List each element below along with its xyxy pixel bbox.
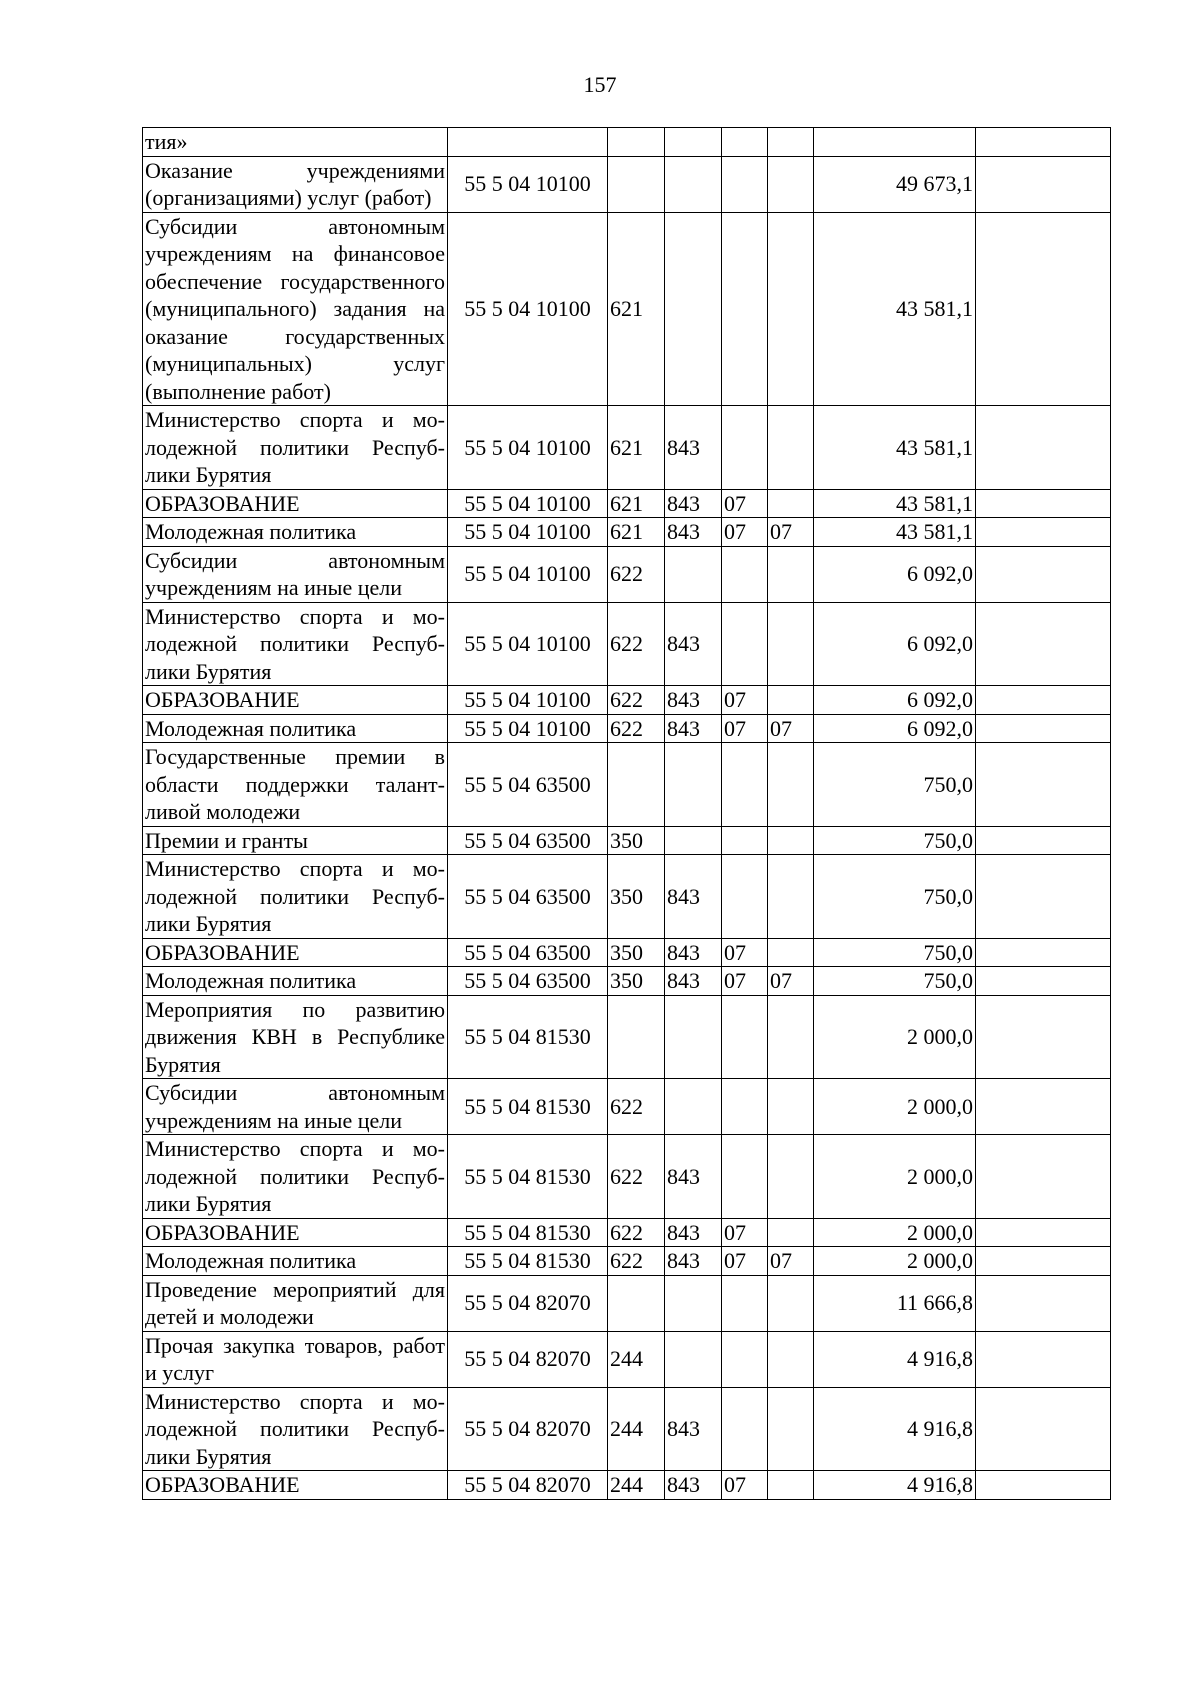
cell-target-code: 55 5 04 81530 bbox=[448, 1079, 608, 1135]
table-row bbox=[143, 1471, 1111, 1500]
cell-target-code: 55 5 04 10100 bbox=[448, 518, 608, 547]
cell-subsection bbox=[768, 1331, 814, 1387]
cell-ministry-code bbox=[665, 128, 722, 157]
cell-section: 07 bbox=[722, 938, 768, 967]
cell-expense-type: 621 bbox=[608, 406, 665, 490]
cell-target-code: 55 5 04 10100 bbox=[448, 212, 608, 406]
cell-name: ОБРАЗОВАНИЕ bbox=[143, 686, 448, 715]
cell-target-code: 55 5 04 63500 bbox=[448, 743, 608, 827]
cell-subsection bbox=[768, 1471, 814, 1500]
cell-ministry-code: 843 bbox=[665, 1471, 722, 1500]
cell-extra bbox=[976, 156, 1111, 212]
table-row bbox=[143, 743, 1111, 827]
cell-name: Молодежная политика bbox=[143, 518, 448, 547]
cell-amount: 43 581,1 bbox=[814, 212, 976, 406]
cell-amount: 43 581,1 bbox=[814, 489, 976, 518]
cell-target-code: 55 5 04 82070 bbox=[448, 1275, 608, 1331]
cell-name: Мероприятия по развитию движения КВН в Республике Бурятия bbox=[143, 995, 448, 1079]
cell-amount: 6 092,0 bbox=[814, 686, 976, 715]
cell-amount: 4 916,8 bbox=[814, 1387, 976, 1471]
cell-subsection: 07 bbox=[768, 518, 814, 547]
table-row bbox=[143, 489, 1111, 518]
cell-extra bbox=[976, 1387, 1111, 1471]
cell-name: Министерство спорта и молодежной политики Республики Бурятия bbox=[143, 406, 448, 490]
cell-target-code: 55 5 04 81530 bbox=[448, 1247, 608, 1276]
cell-name: Оказание учреждениями (организациями) услуг (работ) bbox=[143, 156, 448, 212]
cell-target-code: 55 5 04 81530 bbox=[448, 1218, 608, 1247]
cell-expense-type: 244 bbox=[608, 1331, 665, 1387]
cell-ministry-code: 843 bbox=[665, 938, 722, 967]
cell-target-code bbox=[448, 128, 608, 157]
cell-extra bbox=[976, 1247, 1111, 1276]
cell-subsection bbox=[768, 406, 814, 490]
cell-amount: 750,0 bbox=[814, 855, 976, 939]
cell-extra bbox=[976, 938, 1111, 967]
cell-amount: 43 581,1 bbox=[814, 406, 976, 490]
cell-target-code: 55 5 04 10100 bbox=[448, 686, 608, 715]
cell-target-code: 55 5 04 82070 bbox=[448, 1387, 608, 1471]
cell-amount: 2 000,0 bbox=[814, 995, 976, 1079]
cell-extra bbox=[976, 967, 1111, 996]
cell-ministry-code: 843 bbox=[665, 518, 722, 547]
cell-amount: 2 000,0 bbox=[814, 1218, 976, 1247]
cell-name: Молодежная политика bbox=[143, 1247, 448, 1276]
cell-subsection bbox=[768, 826, 814, 855]
cell-expense-type: 622 bbox=[608, 1135, 665, 1219]
cell-section bbox=[722, 212, 768, 406]
table-row bbox=[143, 1331, 1111, 1387]
cell-subsection bbox=[768, 1135, 814, 1219]
cell-ministry-code bbox=[665, 995, 722, 1079]
table-row bbox=[143, 855, 1111, 939]
cell-amount: 6 092,0 bbox=[814, 714, 976, 743]
cell-name: Государственные премии в области поддержки талантливой молодежи bbox=[143, 743, 448, 827]
table-row bbox=[143, 1247, 1111, 1276]
table-row bbox=[143, 518, 1111, 547]
cell-target-code: 55 5 04 82070 bbox=[448, 1471, 608, 1500]
cell-ministry-code bbox=[665, 826, 722, 855]
cell-extra bbox=[976, 743, 1111, 827]
cell-subsection bbox=[768, 1218, 814, 1247]
cell-expense-type: 622 bbox=[608, 602, 665, 686]
cell-extra bbox=[976, 1079, 1111, 1135]
cell-ministry-code bbox=[665, 1331, 722, 1387]
cell-target-code: 55 5 04 63500 bbox=[448, 826, 608, 855]
table-row bbox=[143, 1135, 1111, 1219]
cell-section: 07 bbox=[722, 1247, 768, 1276]
cell-extra bbox=[976, 855, 1111, 939]
cell-name: Молодежная политика bbox=[143, 967, 448, 996]
cell-expense-type: 622 bbox=[608, 1079, 665, 1135]
cell-ministry-code bbox=[665, 546, 722, 602]
cell-section bbox=[722, 1331, 768, 1387]
cell-target-code: 55 5 04 63500 bbox=[448, 967, 608, 996]
cell-target-code: 55 5 04 10100 bbox=[448, 546, 608, 602]
table-row bbox=[143, 128, 1111, 157]
cell-name: Субсидии автономным учреждениям на иные цели bbox=[143, 1079, 448, 1135]
table-row bbox=[143, 156, 1111, 212]
cell-section bbox=[722, 128, 768, 157]
cell-section: 07 bbox=[722, 518, 768, 547]
cell-ministry-code: 843 bbox=[665, 489, 722, 518]
cell-section bbox=[722, 1135, 768, 1219]
cell-extra bbox=[976, 826, 1111, 855]
cell-target-code: 55 5 04 81530 bbox=[448, 995, 608, 1079]
cell-expense-type: 622 bbox=[608, 686, 665, 715]
cell-expense-type: 621 bbox=[608, 518, 665, 547]
cell-target-code: 55 5 04 63500 bbox=[448, 855, 608, 939]
cell-name: ОБРАЗОВАНИЕ bbox=[143, 938, 448, 967]
cell-target-code: 55 5 04 10100 bbox=[448, 489, 608, 518]
cell-name: Министерство спорта и молодежной политики Республики Бурятия bbox=[143, 1387, 448, 1471]
cell-amount: 11 666,8 bbox=[814, 1275, 976, 1331]
cell-amount: 49 673,1 bbox=[814, 156, 976, 212]
cell-extra bbox=[976, 1135, 1111, 1219]
cell-name: ОБРАЗОВАНИЕ bbox=[143, 1218, 448, 1247]
cell-extra bbox=[976, 602, 1111, 686]
cell-expense-type: 622 bbox=[608, 546, 665, 602]
cell-subsection bbox=[768, 1387, 814, 1471]
table-row bbox=[143, 1079, 1111, 1135]
table-row bbox=[143, 602, 1111, 686]
cell-target-code: 55 5 04 82070 bbox=[448, 1331, 608, 1387]
table-row bbox=[143, 686, 1111, 715]
cell-subsection bbox=[768, 1275, 814, 1331]
cell-ministry-code: 843 bbox=[665, 1218, 722, 1247]
cell-section bbox=[722, 156, 768, 212]
cell-expense-type: 350 bbox=[608, 938, 665, 967]
table-row bbox=[143, 406, 1111, 490]
cell-subsection bbox=[768, 212, 814, 406]
cell-name: Министерство спорта и молодежной политики Республики Бурятия bbox=[143, 602, 448, 686]
table-row bbox=[143, 995, 1111, 1079]
cell-section bbox=[722, 855, 768, 939]
cell-section: 07 bbox=[722, 1218, 768, 1247]
cell-subsection: 07 bbox=[768, 714, 814, 743]
page-number: 157 bbox=[583, 72, 617, 97]
cell-section bbox=[722, 1387, 768, 1471]
cell-amount: 6 092,0 bbox=[814, 546, 976, 602]
cell-target-code: 55 5 04 10100 bbox=[448, 156, 608, 212]
cell-extra bbox=[976, 1471, 1111, 1500]
cell-extra bbox=[976, 406, 1111, 490]
cell-amount: 4 916,8 bbox=[814, 1471, 976, 1500]
cell-target-code: 55 5 04 10100 bbox=[448, 406, 608, 490]
cell-extra bbox=[976, 489, 1111, 518]
cell-section: 07 bbox=[722, 489, 768, 518]
cell-section bbox=[722, 743, 768, 827]
table-body bbox=[143, 128, 1111, 1500]
cell-amount: 43 581,1 bbox=[814, 518, 976, 547]
cell-section: 07 bbox=[722, 714, 768, 743]
table-row bbox=[143, 938, 1111, 967]
cell-expense-type: 350 bbox=[608, 826, 665, 855]
cell-amount: 2 000,0 bbox=[814, 1135, 976, 1219]
cell-target-code: 55 5 04 10100 bbox=[448, 602, 608, 686]
table-row bbox=[143, 212, 1111, 406]
cell-amount bbox=[814, 128, 976, 157]
cell-extra bbox=[976, 995, 1111, 1079]
cell-amount: 6 092,0 bbox=[814, 602, 976, 686]
cell-extra bbox=[976, 518, 1111, 547]
cell-expense-type: 244 bbox=[608, 1471, 665, 1500]
cell-extra bbox=[976, 1218, 1111, 1247]
cell-extra bbox=[976, 686, 1111, 715]
cell-extra bbox=[976, 212, 1111, 406]
cell-section bbox=[722, 602, 768, 686]
cell-section bbox=[722, 546, 768, 602]
cell-amount: 2 000,0 bbox=[814, 1247, 976, 1276]
cell-expense-type bbox=[608, 156, 665, 212]
cell-name: Проведение мероприятий для детей и молодежи bbox=[143, 1275, 448, 1331]
cell-section: 07 bbox=[722, 686, 768, 715]
table-row bbox=[143, 967, 1111, 996]
table-row bbox=[143, 546, 1111, 602]
cell-extra bbox=[976, 1331, 1111, 1387]
cell-section bbox=[722, 406, 768, 490]
table-row bbox=[143, 714, 1111, 743]
cell-expense-type bbox=[608, 743, 665, 827]
cell-expense-type: 350 bbox=[608, 967, 665, 996]
cell-ministry-code bbox=[665, 743, 722, 827]
table-row bbox=[143, 826, 1111, 855]
cell-subsection bbox=[768, 602, 814, 686]
cell-ministry-code: 843 bbox=[665, 1387, 722, 1471]
cell-ministry-code bbox=[665, 212, 722, 406]
cell-subsection bbox=[768, 156, 814, 212]
cell-ministry-code: 843 bbox=[665, 714, 722, 743]
cell-subsection: 07 bbox=[768, 967, 814, 996]
cell-name: Субсидии автономным учреждениям на иные цели bbox=[143, 546, 448, 602]
cell-subsection bbox=[768, 489, 814, 518]
cell-name: Молодежная политика bbox=[143, 714, 448, 743]
cell-subsection bbox=[768, 743, 814, 827]
cell-name: Прочая закупка товаров, работ и услуг bbox=[143, 1331, 448, 1387]
cell-section bbox=[722, 1079, 768, 1135]
cell-ministry-code bbox=[665, 1275, 722, 1331]
cell-ministry-code bbox=[665, 156, 722, 212]
cell-amount: 750,0 bbox=[814, 967, 976, 996]
cell-name: тия» bbox=[143, 128, 448, 157]
cell-subsection bbox=[768, 546, 814, 602]
cell-extra bbox=[976, 128, 1111, 157]
cell-subsection bbox=[768, 855, 814, 939]
cell-ministry-code: 843 bbox=[665, 967, 722, 996]
budget-table bbox=[142, 127, 1111, 1500]
cell-section: 07 bbox=[722, 967, 768, 996]
cell-expense-type: 621 bbox=[608, 489, 665, 518]
cell-amount: 2 000,0 bbox=[814, 1079, 976, 1135]
cell-name: Субсидии автономным учреждениям на финансовое обеспечение государственного (муниципального) задания на оказание государственных (муниципальных) услуг (выполнение работ) bbox=[143, 212, 448, 406]
cell-subsection bbox=[768, 995, 814, 1079]
cell-expense-type: 350 bbox=[608, 855, 665, 939]
table-row bbox=[143, 1218, 1111, 1247]
cell-section bbox=[722, 1275, 768, 1331]
cell-name: ОБРАЗОВАНИЕ bbox=[143, 1471, 448, 1500]
cell-target-code: 55 5 04 81530 bbox=[448, 1135, 608, 1219]
cell-ministry-code: 843 bbox=[665, 1135, 722, 1219]
cell-ministry-code: 843 bbox=[665, 855, 722, 939]
cell-amount: 750,0 bbox=[814, 826, 976, 855]
table-row bbox=[143, 1387, 1111, 1471]
cell-extra bbox=[976, 1275, 1111, 1331]
cell-subsection bbox=[768, 686, 814, 715]
cell-expense-type: 622 bbox=[608, 1247, 665, 1276]
table-row bbox=[143, 1275, 1111, 1331]
cell-amount: 750,0 bbox=[814, 938, 976, 967]
cell-target-code: 55 5 04 63500 bbox=[448, 938, 608, 967]
cell-expense-type: 621 bbox=[608, 212, 665, 406]
cell-name: Премии и гранты bbox=[143, 826, 448, 855]
cell-expense-type: 622 bbox=[608, 1218, 665, 1247]
cell-subsection bbox=[768, 1079, 814, 1135]
cell-extra bbox=[976, 714, 1111, 743]
cell-expense-type: 622 bbox=[608, 714, 665, 743]
cell-section: 07 bbox=[722, 1471, 768, 1500]
cell-subsection bbox=[768, 938, 814, 967]
cell-subsection bbox=[768, 128, 814, 157]
cell-ministry-code: 843 bbox=[665, 406, 722, 490]
cell-ministry-code: 843 bbox=[665, 686, 722, 715]
cell-expense-type bbox=[608, 995, 665, 1079]
cell-ministry-code: 843 bbox=[665, 1247, 722, 1276]
cell-amount: 4 916,8 bbox=[814, 1331, 976, 1387]
cell-section bbox=[722, 826, 768, 855]
cell-subsection: 07 bbox=[768, 1247, 814, 1276]
cell-expense-type bbox=[608, 128, 665, 157]
cell-extra bbox=[976, 546, 1111, 602]
cell-section bbox=[722, 995, 768, 1079]
cell-target-code: 55 5 04 10100 bbox=[448, 714, 608, 743]
cell-amount: 750,0 bbox=[814, 743, 976, 827]
cell-expense-type: 244 bbox=[608, 1387, 665, 1471]
cell-name: Министерство спорта и молодежной политики Республики Бурятия bbox=[143, 1135, 448, 1219]
cell-name: Министерство спорта и молодежной политики Республики Бурятия bbox=[143, 855, 448, 939]
cell-name: ОБРАЗОВАНИЕ bbox=[143, 489, 448, 518]
cell-expense-type bbox=[608, 1275, 665, 1331]
cell-ministry-code bbox=[665, 1079, 722, 1135]
cell-ministry-code: 843 bbox=[665, 602, 722, 686]
